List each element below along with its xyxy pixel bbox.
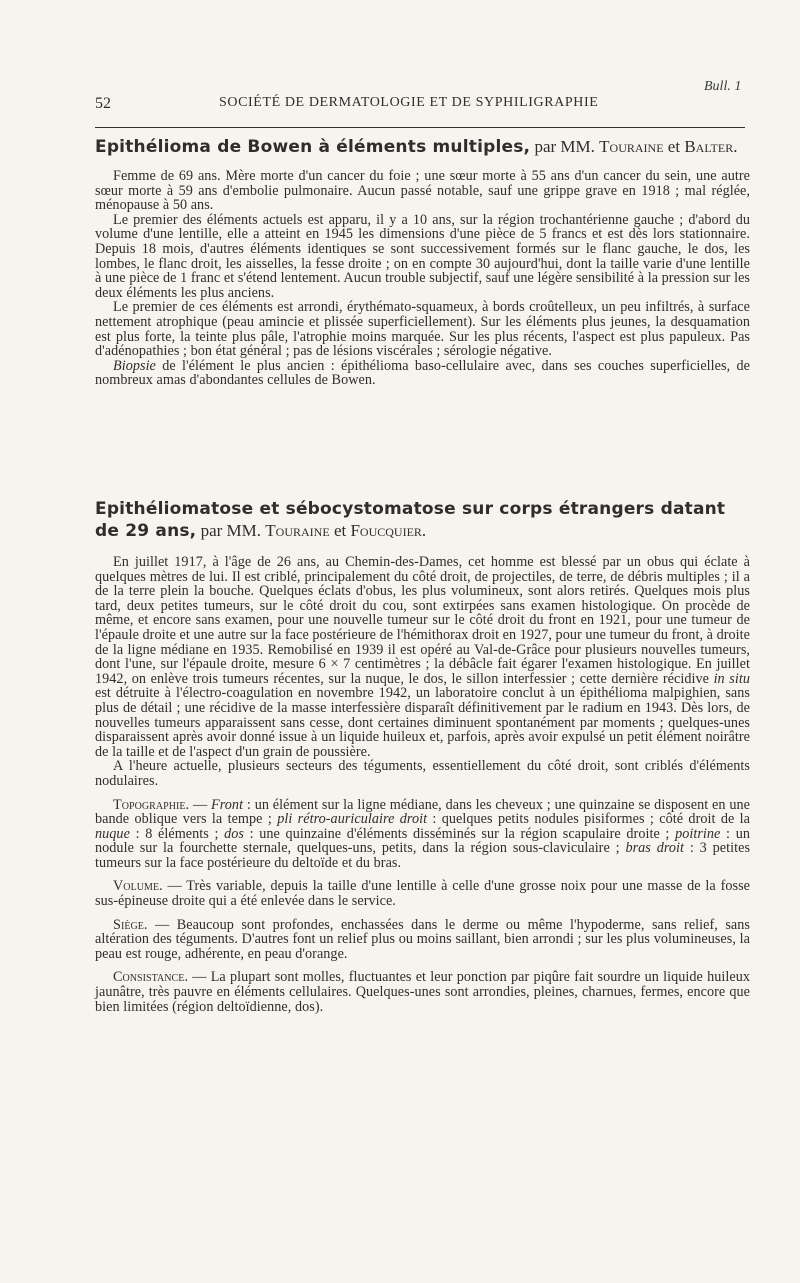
title-et: et — [329, 521, 351, 540]
text-run: — Beaucoup sont profondes, enchassées dans le derme ou même l'hypoderme, sans relief, sans altération des téguments. D'autres font un relief plus ou moins saillant, bien arrondi ; sur les plus volumineuses, la peau est rouge, adhérente, en peau d'orange. — [95, 916, 750, 962]
text-run: : 3 petites tumeurs sur la face postérieure du deltoïde et du bras. — [95, 840, 751, 871]
article-epitheliomatose — [95, 498, 750, 1014]
text-run: : quelques petits nodules pisiformes ; côté droit de la — [427, 811, 750, 828]
paragraph-consistance — [95, 970, 750, 1014]
italic-term: poitrine — [675, 825, 721, 842]
section-label: Topographie. — [113, 796, 190, 813]
journal-title: SOCIÉTÉ DE DERMATOLOGIE ET DE SYPHILIGRAPHIE — [219, 95, 599, 110]
author-name: Touraine — [265, 521, 330, 540]
paragraph — [95, 555, 750, 759]
article-title — [95, 498, 750, 542]
author-name: Touraine — [599, 137, 664, 156]
section-label: Volume. — [113, 878, 163, 895]
italic-term: pli rétro-auriculaire droit — [277, 811, 428, 828]
corner-annotation: Bull. 1 — [704, 79, 742, 94]
italic-term: bras droit — [625, 840, 685, 857]
section-label: Consistance. — [113, 969, 189, 986]
paragraph: Le premier des éléments actuels est apparu, il y a 10 ans, sur la région trochantérienne gauche ; d'abord du volume d'une lentille, elle a atteint en 1945 les dimensions d'une pièce de 5 francs et est dès lors stationnaire. Depuis 18 mois, d'autres éléments identiques se sont successivement formés sur le flanc gauche, le dos, les lombes, le flanc droit, les aisselles, la fesse droite ; on en compte 30 aujourd'hui, dont la taille varie d'une lentille à une pièce de 1 franc et s'étend lentement. Aucun trouble subjectif, sauf une légère sensibilité à la pression sur les deux éléments les plus anciens. — [95, 211, 750, 301]
section-label: Siège. — [113, 916, 148, 933]
dash: — — [189, 796, 212, 813]
italic-term: Front — [211, 796, 244, 813]
biopsie-label: Biopsie — [113, 357, 156, 374]
text-run: — La plupart sont molles, fluctuantes et leur ponction par piqûre fait sourdre un liquide huileux jaunâtre, très pauvre en éléments cellulaires. Quelques-unes sont arrondies, pleines, charnues, fermes, encore que bien limitées (région deltoïdienne, dos). — [95, 969, 750, 1015]
title-et: et — [663, 137, 685, 156]
title-text: Epithéliomatose et sébocystomatose sur corps étrangers datant de 29 ans, — [95, 499, 726, 541]
running-header — [95, 95, 745, 119]
article-bowen — [95, 138, 750, 388]
title-end: . — [421, 521, 427, 540]
paragraph: A l'heure actuelle, plusieurs secteurs des téguments, essentiellement du côté droit, sont criblés d'éléments nodulaires. — [95, 758, 750, 789]
author-name: Foucquier — [350, 521, 422, 540]
title-par: par MM. — [530, 137, 600, 156]
paragraph — [95, 359, 750, 388]
text-run: — Très variable, depuis la taille d'une lentille à celle d'une grosse noix pour une masse de la fosse sus-épineuse droite qui a été enlevée dans le service. — [95, 878, 750, 910]
author-name: Balter — [684, 137, 734, 156]
text-run: : 8 éléments ; — [129, 825, 225, 842]
paragraph-siege — [95, 918, 750, 962]
italic-term: dos — [224, 825, 244, 842]
italic-term: nuque — [95, 825, 130, 842]
in-situ: in situ — [713, 670, 750, 687]
text-run: est détruite à l'électro-coagulation en novembre 1942, un laboratoire conclut à un épithélioma malpighien, sans plus de détail ; une récidive de la masse interfessière disparaît définitivement par le radium en 1943. Dès lors, de nouvelles tumeurs apparaissent sans cesse, dont certaines diminuent spontanément par moments ; quelques-unes disparaissent après avoir donné issue à un liquide huileux et, parfois, après avoir expulsé un petit élément noirâtre de la taille et de l'aspect d'un grain de poussière. — [95, 685, 750, 760]
text-run: En juillet 1917, à l'âge de 26 ans, au Chemin-des-Dames, cet homme est blessé par un obus qui éclate à quelques mètres de lui. Il est criblé, principalement du côté droit, de projectiles, de terre, de débris multiples ; il a de la terre plein la bouche. Quelques éclats d'obus, les plus volumineux, sont alors retirés. Quelques mois plus tard, deux petites tumeurs, sur le côté droit du cou, sont extirpées sans examen histologique. On procède de même, et encore sans examen, pour une nouvelle tumeur sur le côté droit du front en 1921, pour une tumeur de l'épaule droite et une autre sur la face postérieure de l'hémithorax droit en 1927, pour une tumeur du front, à droite de la ligne médiane en 1935. Remobilisé en 1939 il est opéré au Val-de-Grâce pour plusieurs nouvelles tumeurs, dont l'une, sur l'épaule droite, mesure 6 × 7 centimètres ; la débâcle fait égarer l'examen histologique. En juillet 1942, on enlève trois tumeurs récentes, sur la nuque, le dos, le sillon interfessier ; cette dernière récidive — [95, 554, 750, 687]
header-rule — [95, 127, 745, 128]
text-run: : un élément sur la ligne médiane, dans les cheveux ; une quinzaine se disposent en une bande oblique vers la tempe ; — [95, 796, 750, 828]
paragraph-volume — [95, 879, 750, 908]
paragraph-topographie — [95, 798, 750, 871]
title-end: . — [733, 137, 738, 156]
title-par: par MM. — [196, 521, 266, 540]
text-run: : un nodule sur la fourchette sternale, quelques-uns, petits, dans la région sous-claviculaire ; — [95, 825, 750, 857]
paragraph: Femme de 69 ans. Mère morte d'un cancer du foie ; une sœur morte à 55 ans d'un cancer du sein, une autre sœur morte à 59 ans d'embolie pulmonaire. Aucun passé notable, sauf une grippe grave en 1918 ; mal réglée, ménopause à 50 ans. — [95, 168, 750, 214]
article-title — [95, 138, 750, 156]
page-number: 52 — [95, 95, 111, 112]
paragraph: Le premier de ces éléments est arrondi, érythémato-squameux, à bords croûtelleux, un peu infiltrés, à surface nettement atrophique (peau amincie et plissée superficiellement). Sur les éléments plus jeunes, la desquamation est plus forte, la teinte plus pâle, l'atrophie moins marquée. Sur les plus récents, l'aspect est plus papuleux. Pas d'adénopathies ; bon état général ; pas de lésions viscérales ; sérologie négative. — [95, 299, 750, 360]
text-run: : une quinzaine d'éléments disséminés sur la région scapulaire droite ; — [243, 825, 676, 842]
title-text: Epithélioma de Bowen à éléments multiples, — [95, 137, 531, 157]
biopsie-text: de l'élément le plus ancien : épithélioma baso-cellulaire avec, dans ses couches superficielles, de nombreux amas d'abondantes cellules de Bowen. — [95, 357, 750, 389]
